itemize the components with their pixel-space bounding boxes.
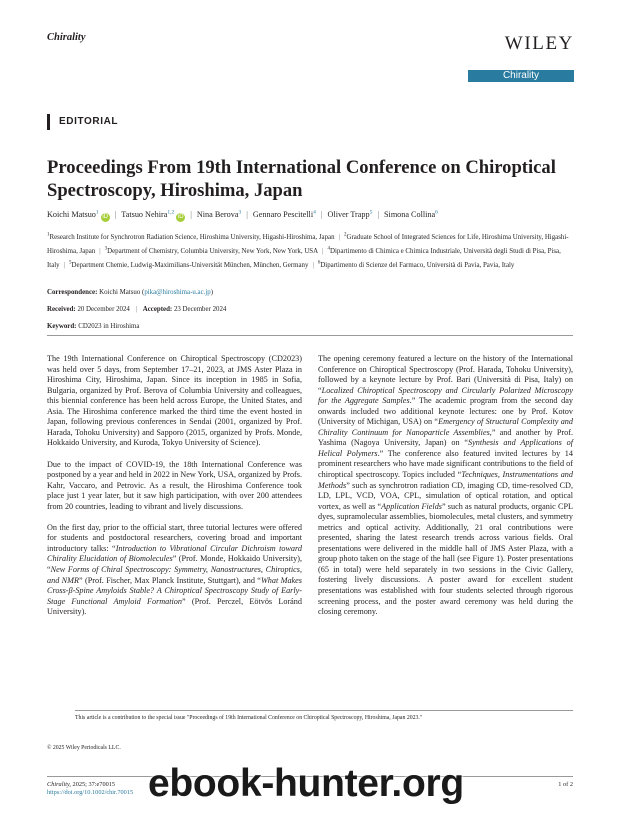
author-affiliation-ref: 3 (238, 209, 242, 215)
author-name[interactable]: Oliver Trapp$^5$ (327, 209, 373, 219)
citation-line (47, 781, 133, 789)
author-name[interactable]: Koichi Matsuo$^1$ (47, 209, 99, 219)
italic-title-text: Localized Chiroptical Spectroscopy and Circularly Polarized Microscopy for the Aggregate Samples (318, 385, 573, 406)
author-separator: | (246, 209, 248, 219)
watermark-text: ebook-hunter.org (148, 762, 464, 805)
text-run: ” (Prof. Perczel, Eötvös Loránd University). (47, 596, 302, 617)
text-run: ” such as natural products, organic CPL dyes, supramolecular assemblies, biomolecules, metal clusters, and symmetry metrics and optical activity. Additionally, 21 oral contributions were presented, sharing the latest research trends across various fields. Oral presentations were delivered in the middle hall of JMS Aster Plaza, with a group photo taken on the stage of the hall (see Figure 1). Poster presentations (65 in total) were held separately in two sessions in the Civic Gallery, fostering lively discussions. A poster award for excellent student presentations was established with four students selected through rigorous screening process, and the poster award ceremony was held during the closing ceremony. (318, 501, 573, 617)
affiliation-separator: | (338, 234, 340, 242)
author-separator: | (114, 209, 117, 219)
author-separator: | (190, 209, 192, 219)
text-run: ” (Prof. Monde, Hokkaido University), “ (47, 554, 302, 575)
meta-separator: | (135, 306, 137, 313)
copyright-notice: © 2025 Wiley Periodicals LLC. (47, 745, 121, 751)
journal-name: Chirality (47, 32, 86, 43)
accepted-date: 23 December 2024 (173, 306, 227, 313)
doi-link[interactable]: https://doi.org/10.1002/chir.70015 (47, 789, 134, 796)
italic-title-text: Emergency of Structural Complexity and Chirality Continuum for Nanoparticle Assemblies (318, 417, 573, 437)
footnote-divider (75, 710, 573, 711)
affiliation-separator: | (322, 248, 324, 256)
author-separator: | (377, 209, 379, 219)
page-number: 1 of 2 (558, 781, 573, 788)
italic-title-text: Synthesis and Applications of Helical Polymers (318, 438, 573, 458)
paragraph: The 19th International Conference on Chiroptical Spectroscopy (CD2023) was held over 5 days, from September 17–21, 2023, at JMS Aster Plaza in Hiroshima City, Hiroshima, Japan. Since its inception in 1985 in Sofia, Bulgaria, organized by Prof. Berova of Columbia University and colleagues, this biennial conference has been held across Europe, the United States, and Asia. The Hiroshima conference marked the third time the event hosted in Japan, following previous conferences in Sendai (2001, organized by Prof. Harada, Tohoku University) and Sapporo (2015, organized by Profs. Monde, Hokkaido University, and Kuroda, Tokyo University of Science). (47, 354, 302, 448)
correspondence-name: Koichi Matsuo ( (99, 289, 145, 296)
author-separator: | (320, 209, 323, 219)
text-run: ” such as synchrotron radiation CD, imaging CD, time-resolved CD, LD, LPL, VCD, VOA, CPL, simulation of optical rotation, and optical vortex, as well as “ (318, 480, 573, 511)
affiliation-item: $^5$Department Chemie, Ludwig-Maximilians-Universität München, München, Germany (69, 261, 309, 270)
keyword-line (47, 318, 577, 335)
dates-line (47, 301, 577, 318)
text-run: On the first day, prior to the official start, three tutorial lectures were offered for students and postdoctoral researchers, covering broad and important introductory talks: “ (47, 522, 302, 553)
correspondence-close: ) (210, 289, 214, 296)
affiliations (47, 230, 577, 272)
italic-title-text: Introduction to Vibrational Circular Dichroism toward Chirality Elucidation of Biomolecules (47, 543, 302, 564)
author-name[interactable]: Tatsuo Nehira$^{1,2}$ (121, 209, 175, 219)
author-name[interactable]: Simona Collina$^6$ (383, 209, 438, 219)
paragraph (318, 354, 573, 618)
correspondence-label: Correspondence: (47, 289, 98, 296)
author-affiliation-ref: 5 (369, 209, 373, 215)
citation-journal: Chirality, (47, 781, 71, 788)
publisher-logo[interactable]: WILEY (504, 33, 574, 54)
text-run: .” The conference also featured invited lectures by 14 prominent researchers who have made significant contributions to the field of chiroptical spectroscopy. Topics included “ (318, 448, 573, 480)
article-meta (47, 284, 577, 335)
text-run: ,” and another by Prof. Yashima (Nagoya University, Japan) on “ (318, 427, 573, 448)
page-footer (47, 781, 133, 797)
correspondence-line (47, 284, 577, 301)
affiliation-item: $^2$Graduate School of Integrated Sciences for Life, Hiroshima University, Higashi-Hiroshima, Japan (47, 233, 569, 256)
special-issue-footnote: This article is a contribution to the special issue "Proceedings of 19th International Conference on Chiroptical Spectroscopy, Hiroshima, Japan 2023." (75, 715, 423, 721)
author-affiliation-ref: 1,2 (167, 209, 175, 215)
orcid-icon[interactable]: iD (177, 213, 184, 220)
affiliation-separator: | (63, 262, 66, 270)
italic-title-text: What Makes Cross-β-Spine Amyloids Stable? A Chiroptical Spectroscopy Study of Early-Stage Functional Amyloid Formation (47, 575, 302, 606)
paragraph: Due to the impact of COVID-19, the 18th International Conference was postponed by a year and held in 2022 in New York, USA, organized by Profs. Kahr, Vaccaro, and Petrovic. As a result, the Hiroshima Conference took place just 1 year later, but it saw high participation, with over 200 attendees from 20 countries, leading to vibrant and lively discussions. (47, 459, 302, 511)
text-run: ” (Prof. Fischer, Max Planck Institute, Stuttgart), and “ (78, 575, 261, 585)
citation-details: 2025; 37:e70015 (70, 781, 116, 788)
keyword-label: Keyword: (47, 323, 77, 330)
affiliation-item: $^1$Research Institute for Synchrotron Radiation Science, Hiroshima University, Higashi-Hiroshima, Japan (47, 233, 335, 242)
author-affiliation-ref: 1 (95, 209, 99, 215)
accepted-label: Accepted: (142, 306, 173, 313)
affiliation-separator: | (99, 248, 101, 256)
article-title: Proceedings From 19th International Conference on Chiroptical Spectroscopy, Hiroshima, Japan (47, 157, 556, 201)
received-date: 20 December 2024 (77, 306, 130, 313)
italic-title-text: Application Fields (381, 501, 442, 511)
affiliation-separator: | (312, 262, 314, 270)
author-affiliation-ref: 4 (313, 209, 316, 215)
author-name[interactable]: Nina Berova$^3$ (196, 209, 242, 219)
paragraph (47, 523, 302, 618)
author-affiliation-ref: 6 (435, 209, 438, 215)
author-name[interactable]: Gennaro Pescitelli$^4$ (252, 209, 316, 219)
orcid-icon[interactable]: iD (102, 213, 108, 220)
affiliation-item: $^6$Dipartimento di Scienze del Farmaco, Università di Pavia, Pavia, Italy (317, 261, 515, 270)
keyword-value: CD2023 in Hiroshima (78, 323, 140, 330)
author-list (47, 209, 587, 222)
journal-badge[interactable]: Chirality (468, 70, 574, 82)
affiliation-item: $^3$Department of Chemistry, Columbia University, New York, New York, USA (104, 247, 319, 256)
section-divider (47, 335, 573, 336)
affiliation-item: $^4$Dipartimento di Chimica e Chimica Industriale, Università degli Studi di Pisa, Pisa, Italy (47, 247, 561, 270)
body-column-right (318, 354, 573, 628)
italic-title-text: Techniques, Instrumentations and Methods (318, 470, 573, 490)
body-column-left (47, 354, 302, 628)
text-run: The opening ceremony featured a lecture on the history of the International Conference on Chiroptical Spectroscopy (Prof. Harada, Tohoku University), followed by a keynote lecture by Prof. Bari (Università di Pisa, Italy) on “ (318, 354, 573, 395)
italic-title-text: New Forms of Chiral Spectroscopy: Symmetry, Nanostructures, Chiroptics, and NMR (47, 565, 302, 585)
received-label: Received: (47, 306, 76, 313)
text-run: .” The academic program from the second day onwards included two additional keynote lectures: one by Prof. Kotov (University of Michigan, USA) on “ (318, 396, 573, 427)
correspondence-email-link[interactable]: pika@hiroshima-u.ac.jp (144, 289, 211, 296)
article-type-label: EDITORIAL (47, 114, 118, 130)
